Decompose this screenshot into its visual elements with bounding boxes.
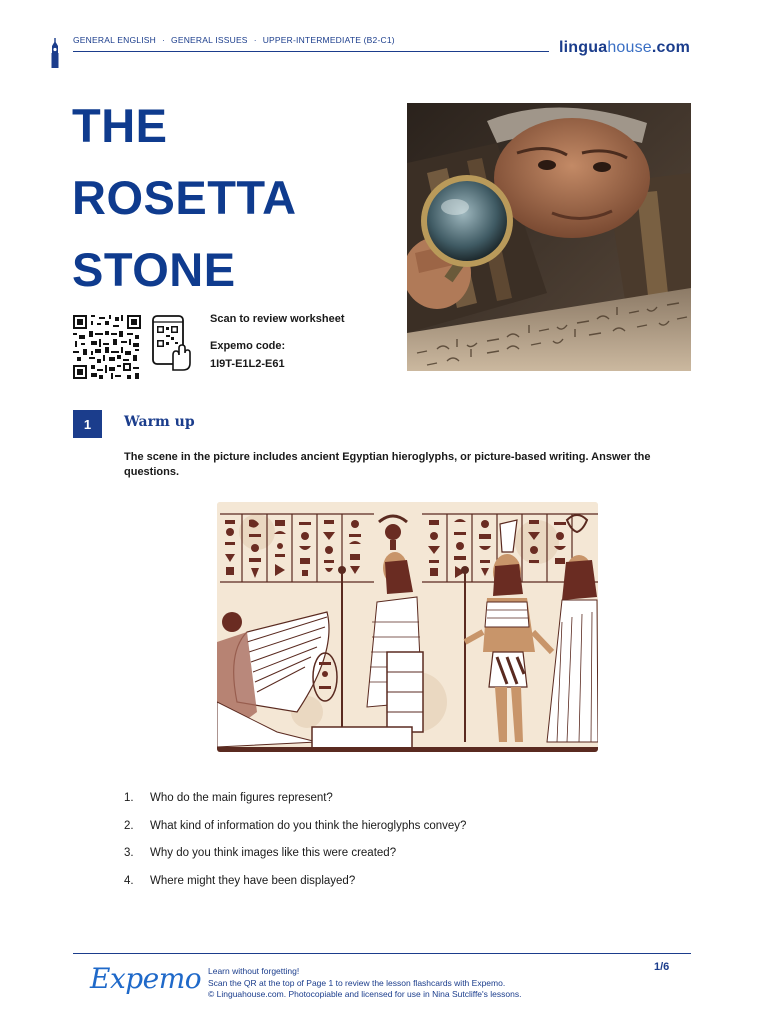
- egyptian-hieroglyph-illustration: [217, 502, 598, 752]
- breadcrumb-separator: ·: [162, 35, 166, 45]
- question-text: Where might they have been displayed?: [150, 874, 356, 887]
- breadcrumb-item[interactable]: GENERAL ISSUES: [171, 35, 248, 45]
- footer-text: [208, 966, 521, 1001]
- list-item: [124, 792, 466, 820]
- page-title: [72, 90, 392, 306]
- expemo-code-value: 1I9T-E1L2-E61: [210, 358, 285, 370]
- breadcrumb-item[interactable]: UPPER-INTERMEDIATE (B2-C1): [262, 35, 395, 45]
- question-text: What kind of information do you think the hieroglyphs convey?: [150, 819, 467, 832]
- man-with-magnifying-glass-photo: [407, 103, 691, 371]
- qr-code[interactable]: [73, 315, 141, 379]
- big-ben-icon: [50, 38, 60, 68]
- breadcrumb-separator: ·: [253, 35, 257, 45]
- scan-label: Scan to review worksheet: [210, 313, 345, 325]
- footer-line: Learn without forgetting!: [208, 966, 300, 976]
- section-instruction: The scene in the picture includes ancient Egyptian hieroglyphs, or picture-based writing. Answer the questions.: [124, 451, 651, 478]
- section-title: Warm up: [124, 414, 195, 430]
- title-line: THE: [72, 99, 168, 152]
- title-line: ROSETTA: [72, 171, 297, 224]
- logo-light: house: [607, 39, 652, 56]
- title-line: STONE: [72, 243, 236, 296]
- page-number: 1/6: [654, 961, 670, 973]
- header-divider: [73, 51, 549, 52]
- question-number: 3.: [124, 847, 134, 859]
- list-item: [124, 820, 466, 848]
- breadcrumb-item[interactable]: GENERAL ENGLISH: [73, 35, 156, 45]
- question-number: 2.: [124, 819, 134, 832]
- question-text: Why do you think images like this were created?: [150, 847, 397, 859]
- phone-qr-scan-icon: [151, 315, 191, 371]
- footer-line: © Linguahouse.com. Photocopiable and licensed for use in Nina Sutcliffe's lessons.: [208, 989, 522, 999]
- footer-line: Scan the QR at the top of Page 1 to review the lesson flashcards with Expemo.: [208, 977, 506, 988]
- expemo-code-label: Expemo code:: [210, 340, 286, 352]
- logo-bold: lingua: [559, 39, 608, 56]
- question-text: Who do the main figures represent?: [150, 792, 333, 804]
- question-number: 4.: [124, 874, 134, 887]
- question-number: 1.: [124, 792, 134, 804]
- question-list: [124, 792, 466, 902]
- linguahouse-logo[interactable]: [559, 39, 690, 57]
- list-item: [124, 875, 466, 903]
- section-number-badge: 1: [73, 410, 102, 438]
- logo-suffix: .com: [651, 39, 691, 56]
- breadcrumb: [73, 35, 395, 45]
- list-item: [124, 847, 466, 875]
- expemo-logo[interactable]: Expemo: [90, 962, 202, 995]
- footer-divider: [73, 953, 691, 954]
